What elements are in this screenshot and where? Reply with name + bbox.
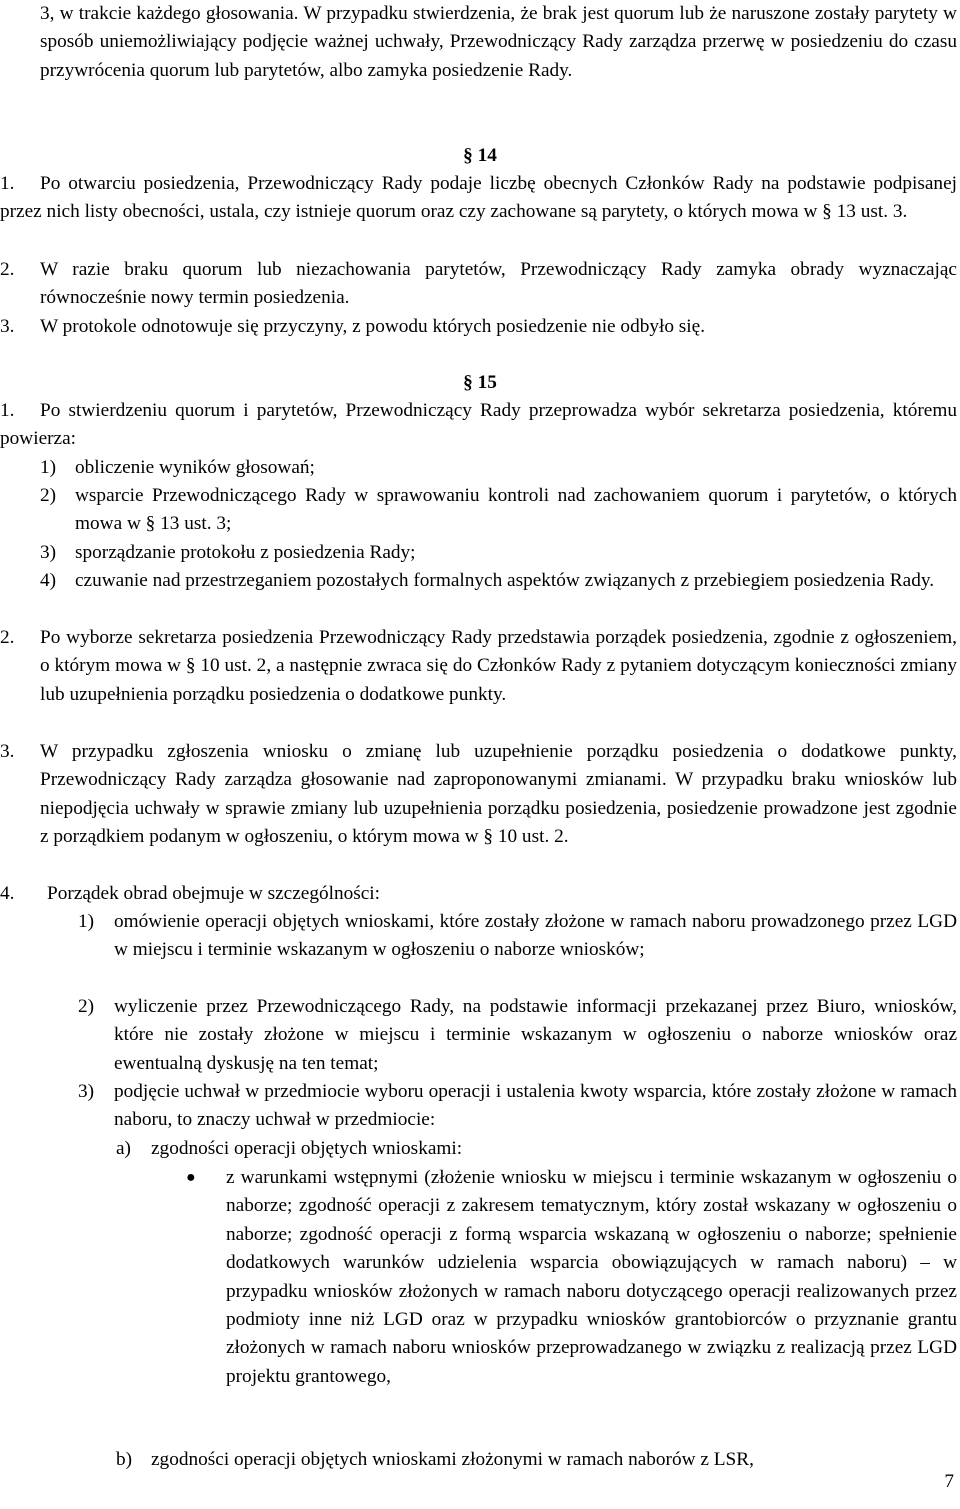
list-item-text: obliczenie wyników głosowań; [75, 457, 315, 478]
s15-p2-number: 2. [0, 627, 15, 648]
sub-b-letter: b) [116, 1449, 133, 1470]
s15-p4-number: 4. [0, 883, 15, 904]
s14-paragraph-3 [0, 313, 957, 341]
s15-p1-text: Po stwierdzeniu quorum i parytetów, Przewodniczący Rady przeprowadza wybór sekretarza posiedzenia, któremu powierza: [0, 400, 957, 450]
list-number: 2) [40, 485, 57, 506]
section-14-heading: § 14 [463, 145, 497, 166]
s15-p4-item-1 [78, 908, 957, 965]
section-15-heading: § 15 [463, 372, 497, 393]
s14-p1-number: 1. [0, 173, 15, 194]
list-number: 2) [78, 996, 95, 1017]
s15-paragraph-1 [0, 397, 957, 454]
s15-p1-item-4 [40, 567, 957, 595]
s14-paragraph-1 [0, 170, 957, 227]
sub-a-letter: a) [116, 1138, 131, 1159]
list-number: 3) [40, 542, 57, 563]
s14-p2-text: W razie braku quorum lub niezachowania parytetów, Przewodniczący Rady zamyka obrady wyznaczając równocześnie nowy termin posiedzenia. [40, 259, 957, 309]
list-item-text: wyliczenie przez Przewodniczącego Rady, na podstawie informacji przekazanej przez Biuro, wniosków, które nie zostały złożone w miejscu i terminie wskazanym w ogłoszeniu o naborze wniosków oraz ewentualną dyskusję na ten temat; [114, 996, 957, 1074]
list-number: 1) [78, 911, 95, 932]
s15-p1-item-1 [40, 454, 957, 482]
s14-p1-text: Po otwarciu posiedzenia, Przewodniczący Rady podaje liczbę obecnych Członków Rady na podstawie podpisanej przez nich listy obecności, ustala, czy istnieje quorum oraz czy zachowane są parytety, o których mowa w § 13 ust. 3. [0, 173, 957, 223]
s15-sub-b [116, 1446, 957, 1474]
list-number: 3) [78, 1081, 95, 1102]
s15-p4-item-2 [78, 993, 957, 1078]
s15-p3-number: 3. [0, 741, 15, 762]
s15-p3-text: W przypadku zgłoszenia wniosku o zmianę lub uzupełnienie porządku posiedzenia o dodatkowe punkty, Przewodniczący Rady zarządza głosowanie nad zaproponowanymi zmianami. W przypadku braku wniosków lub niepodjęcia uchwały w sprawie zmiany lub uzupełnienia porządku posiedzenia, posiedzenie prowadzone jest zgodnie z porządkiem podanym w ogłoszeniu, o którym mowa w § 10 ust. 2. [40, 741, 957, 848]
s15-bullet-item [186, 1164, 957, 1391]
s14-p3-number: 3. [0, 316, 15, 337]
list-number: 4) [40, 570, 57, 591]
bullet-icon: ● [186, 1169, 196, 1186]
s15-p2-text: Po wyborze sekretarza posiedzenia Przewodniczący Rady przedstawia porządek posiedzenia, zgodnie z ogłoszeniem, o którym mowa w § 10 ust. 2, a następnie zwraca się do Członków Rady z pytaniem dotyczącym konieczności zmiany lub uzupełnienia porządku posiedzenia o dodatkowe punkty. [40, 627, 957, 705]
s15-p1-item-3 [40, 539, 957, 567]
s15-p1-item-2 [40, 482, 957, 539]
list-item-text: wsparcie Przewodniczącego Rady w sprawowaniu kontroli nad zachowaniem quorum i parytetów, o których mowa w § 13 ust. 3; [75, 485, 957, 535]
s14-p3-text: W protokole odnotowuje się przyczyny, z powodu których posiedzenie nie odbyło się. [40, 316, 706, 337]
s15-sub-a [116, 1135, 957, 1163]
s15-paragraph-3 [0, 738, 957, 852]
s14-p2-number: 2. [0, 259, 15, 280]
s15-p4-item-3 [78, 1078, 957, 1135]
page-number: 7 [944, 1471, 954, 1492]
s15-paragraph-4 [0, 880, 957, 908]
list-item-text: omówienie operacji objętych wnioskami, które zostały złożone w ramach naboru prowadzonego przez LGD w miejscu i terminie wskazanym w ogłoszeniu o naborze wniosków; [114, 911, 957, 961]
s14-paragraph-2 [0, 256, 957, 313]
s15-p4-text: Porządek obrad obejmuje w szczególności: [47, 883, 381, 904]
s15-paragraph-2 [0, 624, 957, 709]
intro-paragraph: 3, w trakcie każdego głosowania. W przypadku stwierdzenia, że brak jest quorum lub że naruszone zostały parytety w sposób uniemożliwiający podjęcie ważnej uchwały, Przewodniczący Rady zarządza przerwę w posiedzeniu do czasu przywrócenia quorum lub parytetów, albo zamyka posiedzenie Rady. [40, 3, 957, 81]
s15-p1-number: 1. [0, 400, 15, 421]
list-number: 1) [40, 457, 57, 478]
sub-a-text: zgodności operacji objętych wnioskami: [151, 1138, 463, 1159]
list-item-text: czuwanie nad przestrzeganiem pozostałych formalnych aspektów związanych z przebiegiem posiedzenia Rady. [75, 570, 935, 591]
sub-b-text: zgodności operacji objętych wnioskami złożonymi w ramach naborów z LSR, [151, 1449, 754, 1470]
bullet-text: z warunkami wstępnymi (złożenie wniosku w miejscu i terminie wskazanym w ogłoszeniu o naborze; zgodność operacji z zakresem tematycznym, który został wskazany w ogłoszeniu o naborze; zgodność operacji z formą wsparcia wskazaną w ogłoszeniu o naborze; spełnienie dodatkowych warunków udzielenia wsparcia obowiązujących w ramach naboru) – w przypadku wniosków złożonych w ramach naboru dotyczącego operacji realizowanych przez podmioty inne niż LGD oraz w przypadku wniosków grantobiorców o przyznanie grantu złożonych w ramach naboru wniosków przeprowadzanego w związku z realizacją przez LGD projektu grantowego, [226, 1167, 957, 1387]
list-item-text: sporządzanie protokołu z posiedzenia Rady; [75, 542, 416, 563]
list-item-text: podjęcie uchwał w przedmiocie wyboru operacji i ustalenia kwoty wsparcia, które zostały złożone w ramach naboru, to znaczy uchwał w przedmiocie: [114, 1081, 957, 1131]
